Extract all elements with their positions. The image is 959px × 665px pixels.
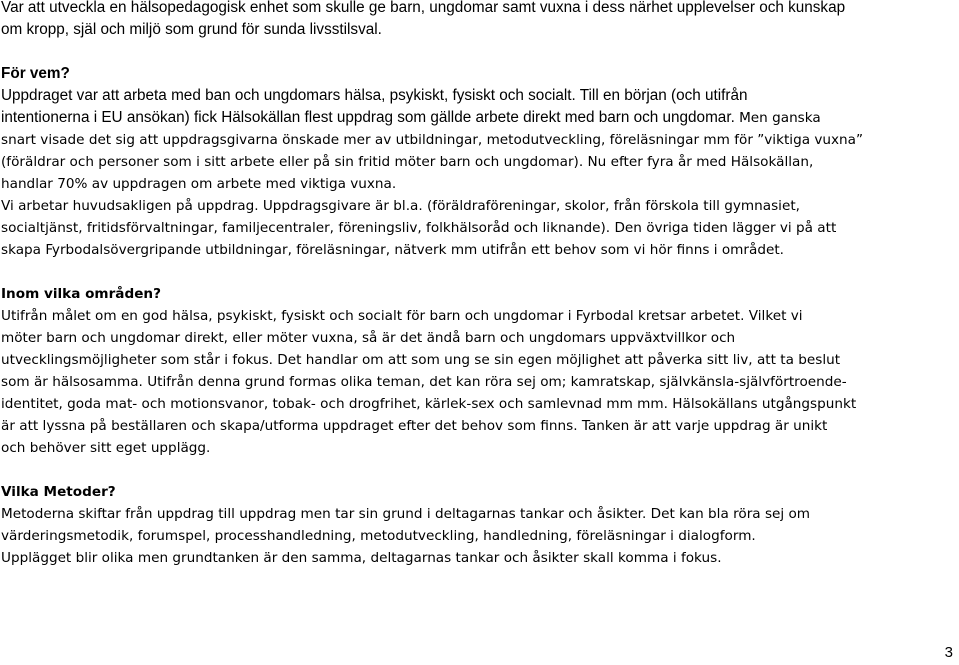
omraden-line-4: som är hälsosamma. Utifrån denna grund formas olika teman, det kan röra sej om; kamratskap, självkänsla-självförtroende- bbox=[1, 374, 847, 390]
heading-omraden: Inom vilka områden? bbox=[1, 286, 161, 302]
intro-line-2: om kropp, själ och miljö som grund för sunda livsstilsval. bbox=[1, 21, 382, 38]
heading-for-vem: För vem? bbox=[1, 65, 70, 82]
metoder-line-3: Upplägget blir olika men grundtanken är den samma, deltagarnas tankar och åsikter skall komma i fokus. bbox=[1, 550, 722, 566]
metoder-line-1: Metoderna skiftar från uppdrag till uppdrag men tar sin grund i deltagarnas tankar och åsikter. Det kan bla röra sej om bbox=[1, 506, 811, 522]
for-vem-line-4: (föräldrar och personer som i sitt arbete eller på sin fritid möter barn och ungdomar). Nu efter fyra år med Hälsokällan, bbox=[1, 154, 814, 170]
for-vem-line-3: snart visade det sig att uppdragsgivarna önskade mer av utbildningar, metodutveckling, föreläsningar mm för ”viktiga vuxna” bbox=[1, 132, 864, 148]
for-vem-line-2-cont: Men ganska bbox=[739, 110, 821, 126]
for-vem-line-2-text: intentionerna i EU ansökan) fick Hälsokällan flest uppdrag som gällde arbete direkt med barn och ungdomar. bbox=[1, 109, 740, 126]
for-vem-line-6: Vi arbetar huvudsakligen på uppdrag. Uppdragsgivare är bl.a. (föräldraföreningar, skolor, från förskola till gymnasiet, bbox=[1, 198, 800, 214]
metoder-line-2: värderingsmetodik, forumspel, processhandledning, metodutveckling, handledning, föreläsningar i dialogform. bbox=[1, 528, 756, 544]
heading-metoder: Vilka Metoder? bbox=[1, 484, 116, 500]
omraden-line-7: och behöver sitt eget upplägg. bbox=[1, 440, 211, 456]
for-vem-line-8: skapa Fyrbodalsövergripande utbildningar, föreläsningar, nätverk mm utifrån ett behov som vi hör finns i området. bbox=[1, 242, 784, 258]
omraden-line-6: är att lyssna på beställaren och skapa/utforma uppdraget efter det behov som finns. Tanken är att varje uppdrag är unikt bbox=[1, 418, 828, 434]
omraden-line-1: Utifrån målet om en god hälsa, psykiskt, fysiskt och socialt för barn och ungdomar i Fyrbodal kretsar arbetet. Vilket vi bbox=[1, 308, 803, 324]
page-number: 3 bbox=[944, 644, 953, 661]
omraden-line-2: möter barn och ungdomar direkt, eller möter vuxna, så är det ändå barn och ungdomars uppväxtvillkor och bbox=[1, 330, 736, 346]
for-vem-line-7: socialtjänst, fritidsförvaltningar, familjecentraler, föreningsliv, folkhälsoråd och liknande). Den övriga tiden lägger vi på att bbox=[1, 220, 837, 236]
for-vem-line-2 bbox=[1, 107, 821, 129]
omraden-line-5: identitet, goda mat- och motionsvanor, tobak- och drogfrihet, kärlek-sex och samlevnad mm mm. Hälsokällans utgångspunkt bbox=[1, 396, 857, 412]
for-vem-line-5: handlar 70% av uppdragen om arbete med viktiga vuxna. bbox=[1, 176, 397, 192]
for-vem-line-1: Uppdraget var att arbeta med ban och ungdomars hälsa, psykiskt, fysiskt och socialt. Till en början (och utifrån bbox=[1, 87, 748, 104]
intro-line-1: Var att utveckla en hälsopedagogisk enhet som skulle ge barn, ungdomar samt vuxna i dess närhet upplevelser och kunskap bbox=[1, 0, 846, 16]
omraden-line-3: utvecklingsmöjligheter som står i fokus. Det handlar om att som ung se sin egen möjlighet att påverka sitt liv, att ta beslut bbox=[1, 352, 841, 368]
